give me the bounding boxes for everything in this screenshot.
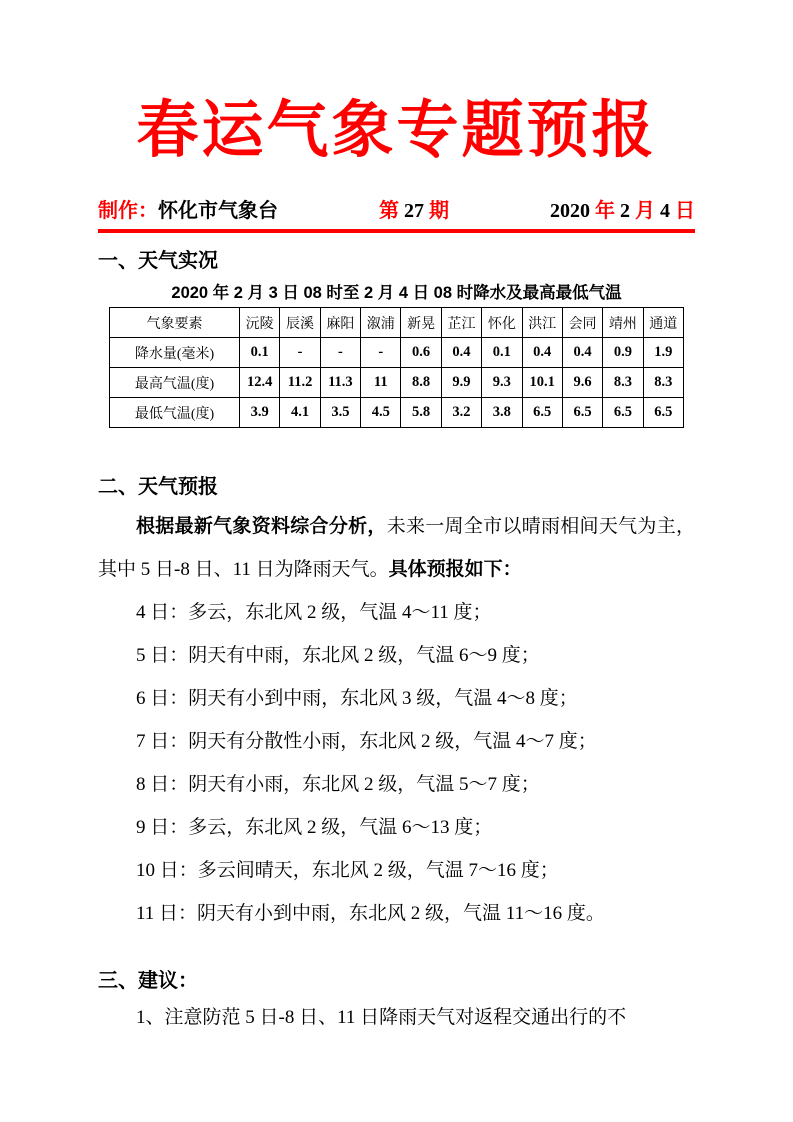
table-cell: 0.4	[522, 338, 562, 368]
forecast-line: 8 日：阴天有小雨，东北风 2 级，气温 5～7 度；	[136, 774, 540, 795]
table-cell: 11.3	[320, 368, 360, 398]
table-cell: 4.5	[361, 398, 401, 428]
table-cell: 8.3	[603, 368, 643, 398]
issue-number: 27	[404, 200, 424, 222]
table-cell: 3.2	[441, 398, 481, 428]
forecast-intro-bold-lead: 根据最新气象资料综合分析，	[136, 516, 387, 537]
section2-heading: 二、天气预报	[98, 476, 218, 498]
observation-table-body	[110, 338, 684, 428]
table-cell: 0.4	[441, 338, 481, 368]
producer-label: 制作：	[98, 200, 158, 222]
table-cell: -	[280, 338, 320, 368]
date-day: 4	[660, 200, 670, 222]
table-cell: 5.8	[401, 398, 441, 428]
table-row	[110, 368, 684, 398]
date-month: 2	[620, 200, 630, 222]
observation-table	[109, 307, 684, 428]
masthead	[98, 198, 695, 224]
table-cell: 4.1	[280, 398, 320, 428]
observation-table-caption: 2020 年 2 月 3 日 08 时至 2 月 4 日 08 时降水及最高最低气温	[171, 284, 622, 302]
forecast-line: 9 日：多云，东北风 2 级，气温 6～13 度；	[136, 817, 493, 838]
suggestion-line: 1、注意防范 5 日-8 日、11 日降雨天气对返程交通出行的不	[136, 1007, 627, 1028]
date-year: 2020	[550, 200, 590, 222]
table-cell: 0.1	[240, 338, 280, 368]
table-cell: 3.5	[320, 398, 360, 428]
date-year-unit: 年	[590, 200, 620, 222]
station-header-cell: 会同	[562, 308, 602, 338]
station-header-cell: 芷江	[441, 308, 481, 338]
forecast-line: 6 日：阴天有小到中雨，东北风 3 级，气温 4～8 度；	[136, 688, 578, 709]
table-cell: 6.5	[603, 398, 643, 428]
section1-heading: 一、天气实况	[98, 250, 218, 272]
table-cell: 3.8	[482, 398, 522, 428]
station-header-cell: 新晃	[401, 308, 441, 338]
station-header-cell: 溆浦	[361, 308, 401, 338]
table-cell: 11.2	[280, 368, 320, 398]
row-label-cell: 降水量(毫米)	[110, 338, 240, 368]
forecast-intro-bold-tail: 具体预报如下：	[388, 559, 522, 580]
table-cell: 11	[361, 368, 401, 398]
forecast-list	[98, 591, 695, 935]
table-cell: 6.5	[522, 398, 562, 428]
table-cell: 8.8	[401, 368, 441, 398]
table-cell: -	[320, 338, 360, 368]
station-header-cell: 靖州	[603, 308, 643, 338]
table-cell: 0.4	[562, 338, 602, 368]
table-cell: 1.9	[643, 338, 683, 368]
table-cell: 3.9	[240, 398, 280, 428]
table-cell: 8.3	[643, 368, 683, 398]
table-cell: 6.5	[643, 398, 683, 428]
station-header-cell: 通道	[643, 308, 683, 338]
table-cell: 12.4	[240, 368, 280, 398]
table-cell: 9.6	[562, 368, 602, 398]
date-day-unit: 日	[670, 200, 695, 222]
table-cell: 0.9	[603, 338, 643, 368]
table-cell: 10.1	[522, 368, 562, 398]
masthead-divider-line	[98, 229, 695, 233]
masthead-issue	[379, 198, 449, 224]
forecast-intro-regular: 未来一周全市以晴雨相间天气为主，其中 5 日-8 日、11 日为降雨天气。	[98, 516, 695, 580]
suggestion-list	[98, 996, 695, 1039]
forecast-line: 7 日：阴天有分散性小雨，东北风 2 级，气温 4～7 度；	[136, 731, 597, 752]
table-row	[110, 338, 684, 368]
station-header-cell: 沅陵	[240, 308, 280, 338]
observation-table-header-row	[110, 308, 684, 338]
row-label-cell: 最低气温(度)	[110, 398, 240, 428]
forecast-line: 5 日：阴天有中雨，东北风 2 级，气温 6～9 度；	[136, 645, 540, 666]
table-cell: 9.9	[441, 368, 481, 398]
issue-suffix: 期	[424, 200, 449, 222]
table-cell: 0.1	[482, 338, 522, 368]
table-cell: 6.5	[562, 398, 602, 428]
masthead-producer	[98, 198, 278, 224]
forecast-line: 4 日：多云，东北风 2 级，气温 4～11 度；	[136, 602, 492, 623]
producer-value: 怀化市气象台	[158, 200, 278, 222]
station-header-cell: 辰溪	[280, 308, 320, 338]
station-header-cell: 麻阳	[320, 308, 360, 338]
table-cell: 0.6	[401, 338, 441, 368]
forecast-line: 10 日：多云间晴天，东北风 2 级，气温 7～16 度；	[136, 860, 559, 881]
issue-prefix: 第	[379, 200, 404, 222]
row-label-cell: 最高气温(度)	[110, 368, 240, 398]
table-cell: 9.3	[482, 368, 522, 398]
section3-heading: 三、建议：	[98, 970, 198, 992]
page-title: 春运气象专题预报	[136, 97, 657, 165]
element-header-cell: 气象要素	[110, 308, 240, 338]
table-row	[110, 398, 684, 428]
station-header-cell: 怀化	[482, 308, 522, 338]
forecast-intro-paragraph	[98, 505, 695, 591]
date-month-unit: 月	[630, 200, 660, 222]
forecast-line: 11 日：阴天有小到中雨，东北风 2 级，气温 11～16 度。	[136, 903, 605, 924]
station-header-cell: 洪江	[522, 308, 562, 338]
table-cell: -	[361, 338, 401, 368]
masthead-date	[550, 198, 695, 224]
